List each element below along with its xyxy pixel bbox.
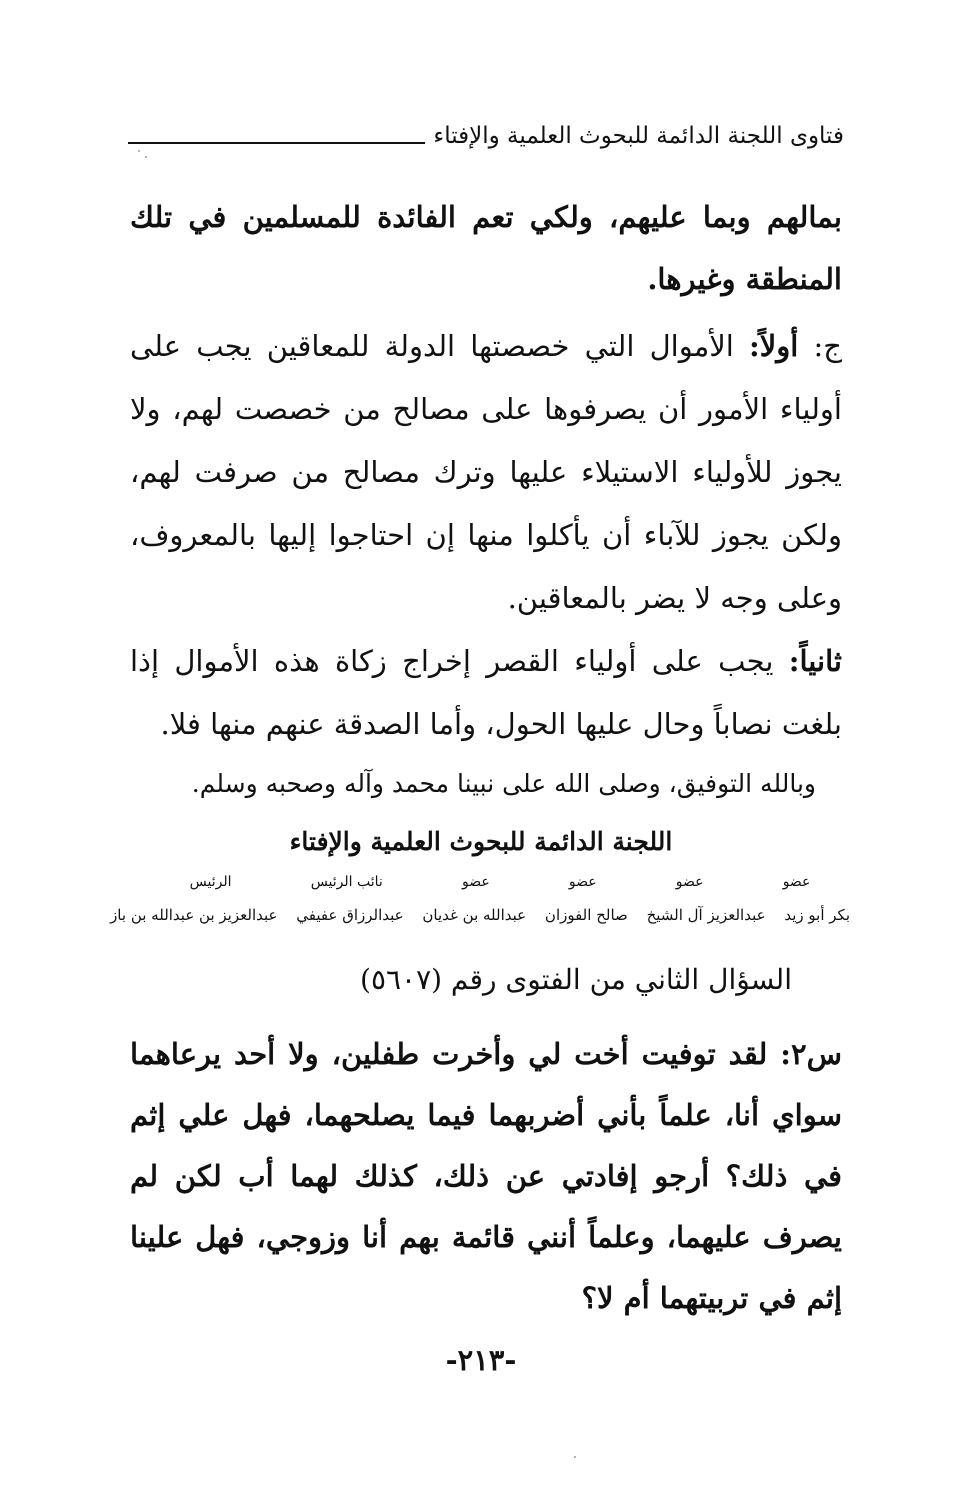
question-2-prefix: س٢: bbox=[780, 1037, 842, 1071]
signatory-name: عبدالرزاق عفيفي bbox=[296, 906, 404, 924]
running-header bbox=[128, 116, 844, 156]
signatory-role: الرئيس bbox=[189, 874, 232, 890]
answer-prefix: ج: bbox=[813, 329, 843, 363]
answer-second-label: ثانياً: bbox=[788, 644, 843, 678]
signatory-role: عضو bbox=[461, 874, 490, 890]
signatory-name: عبدالعزيز آل الشيخ bbox=[646, 906, 766, 924]
signatory-roles bbox=[110, 874, 850, 890]
signatory-role: نائب الرئيس bbox=[310, 874, 383, 890]
question-1-text: بمالهم وبما عليهم، ولكي تعم الفائدة للمسلمين في تلك المنطقة وغيرها. bbox=[130, 200, 842, 296]
closing-prayer: وبالله التوفيق، وصلى الله على نبينا محمد وآله وصحبه وسلم. bbox=[191, 769, 816, 798]
signatory-name: عبدالعزيز بن عبدالله بن باز bbox=[110, 906, 278, 924]
signatory-names bbox=[110, 906, 850, 924]
answer-second-text: يجب على أولياء القصر إخراج زكاة هذه الأموال إذا بلغت نصاباً وحال عليها الحول، وأما الصدقة عنهم منها فلا. bbox=[130, 644, 842, 741]
scan-speck bbox=[574, 1456, 576, 1458]
header-rule bbox=[128, 142, 425, 144]
question-2-text: لقد توفيت أخت لي وأخرت طفلين، ولا أحد يرعاهما سواي أنا، علماً بأني أضربهما فيما يصلحهما، فهل علي إثم في ذلك؟ أرجو إفادتي عن ذلك، كذلك لهما أب لكن لم يصرف عليهما، وعلماً أنني قائمة بهم أنا وزوجي، فهل علينا إثم في تربيتهما أم لا؟ bbox=[130, 1037, 842, 1315]
signatory-name: صالح الفوزان bbox=[544, 906, 628, 924]
question-2 bbox=[130, 1024, 842, 1329]
signatory-name: بكر أبو زيد bbox=[784, 906, 850, 924]
scan-speck bbox=[138, 150, 140, 152]
signatory-name: عبدالله بن غديان bbox=[422, 906, 527, 924]
signatory-role: عضو bbox=[782, 874, 811, 890]
answer-first-point bbox=[130, 315, 842, 630]
answer-second-point bbox=[130, 630, 842, 756]
question-1-ending bbox=[130, 186, 842, 310]
signatory-role: عضو bbox=[568, 874, 597, 890]
fatwa-reference: السؤال الثاني من الفتوى رقم (٥٦٠٧) bbox=[360, 963, 792, 996]
answer-first-label: أولاً: bbox=[749, 329, 799, 363]
scan-speck bbox=[145, 156, 147, 158]
signatory-role: عضو bbox=[675, 874, 704, 890]
page-number: -٢١٣- bbox=[445, 1343, 517, 1377]
committee-title: اللجنة الدائمة للبحوث العلمية والإفتاء bbox=[289, 827, 673, 856]
running-title: فتاوى اللجنة الدائمة للبحوث العلمية والإفتاء bbox=[433, 123, 844, 149]
answer-first-text: الأموال التي خصصتها الدولة للمعاقين يجب على أولياء الأمور أن يصرفوها على مصالح من خصصت لهم، ولا يجوز للأولياء الاستيلاء عليها وترك مصالح من صرفت لهم، ولكن يجوز للآباء أن يأكلوا منها إن احتاجوا إليها بالمعروف، وعلى وجه لا يضر بالمعاقين. bbox=[130, 329, 842, 615]
